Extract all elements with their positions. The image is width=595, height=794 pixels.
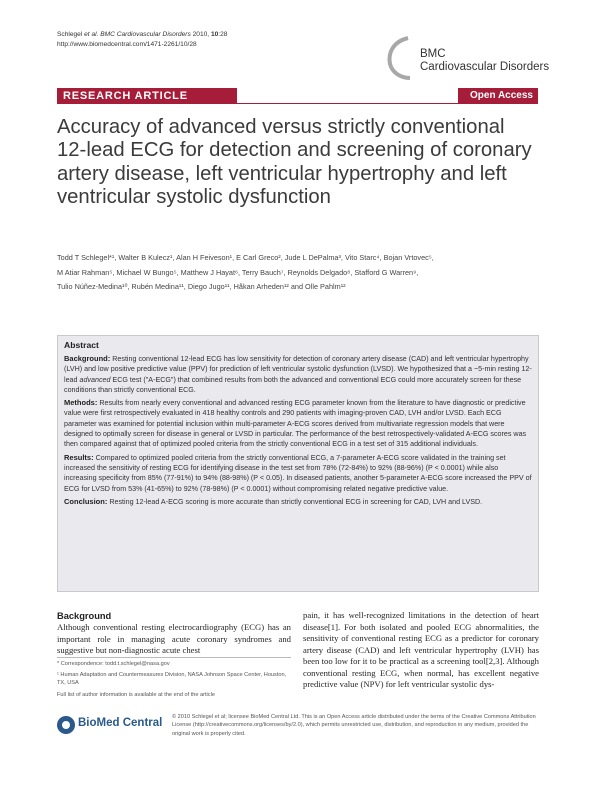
- author-list: [57, 251, 539, 295]
- citation-pages: :28: [218, 31, 228, 38]
- citation-volume: 10: [210, 31, 219, 38]
- affiliation-footnote: ¹ Human Adaptation and Countermeasures Division, NASA Johnson Space Center, Houston, TX, USA: [57, 672, 287, 687]
- citation-journal: BMC Cardiovascular Disorders: [98, 31, 193, 38]
- abstract-background: [64, 354, 532, 395]
- journal-logo-icon: [386, 36, 412, 80]
- abstract-background-text: Resting conventional 12-lead ECG has low sensitivity for detection of coronary artery disease (CAD) and left ventricular hypertrophy (LVH) and low positive predictive value (PPV) for prediction of left ventricular systolic dysfunction (LVSD). We hypothesized that a ~5-min resting 12-lead: [64, 355, 532, 384]
- citation-header: [57, 30, 227, 50]
- journal-logo-bmc: BMC: [420, 48, 446, 60]
- author-line: Todd T Schlegel*¹, Walter B Kulecz¹, Alan H Feiveson¹, E Carl Greco², Jude L DePalma³, Vito Starc⁴, Bojan Vrtovec⁵,: [57, 253, 434, 262]
- body-paragraph: Although conventional resting electrocardiography (ECG) has an important role in managing acute coronary syndromes and suggestive but non-diagnostic acute chest: [57, 622, 291, 655]
- citation-year: 2010,: [192, 31, 211, 38]
- journal-logo-name: Cardiovascular Disorders: [420, 61, 550, 73]
- abstract-conclusion-text: Resting 12-lead A-ECG scoring is more accurate than strictly conventional ECG in screening for CAD, LVH and LVSD.: [107, 497, 483, 506]
- body-right-column: [303, 610, 539, 691]
- citation-etal: et al.: [84, 31, 99, 38]
- abstract-background-text: ECG test ("A-ECG") that combined results from both the advanced and conventional ECG could more accurately screen for these conditions than strictly conventional ECG.: [64, 375, 522, 394]
- body-paragraph: pain, it has well-recognized limitations in the detection of heart disease[1]. For both isolated and pooled ECG abnormalities, the sensitivity of conventional resting ECG as a predictor for coronary artery disease (CAD) and left ventricular hypertrophy (LVH) has been too low for it to be practical as a screening tool[2,3]. Although conventional resting ECG, when normal, has excellent negative predictive value (NPV) for left ventricular systolic dys-: [303, 610, 539, 689]
- correspondence-footnote[interactable]: * Correspondence: todd.t.schlegel@nasa.gov: [57, 661, 170, 667]
- abstract-results: [64, 453, 532, 494]
- author-line: M Atiar Rahman⁵, Michael W Bungo⁵, Matthew J Hayat⁶, Terry Bauch⁷, Reynolds Delgado⁸, Stafford G Warren⁹,: [57, 267, 419, 277]
- abstract-methods-label: Methods:: [64, 398, 98, 408]
- abstract-results-text: Compared to optimized pooled criteria from the strictly conventional ECG, a 7-parameter A-ECG score validated in the training set increased the sensitivity of resting ECG for identifying disease in the test set from 78% (72-84%) to 92% (88-96%) (P < 0.0001) while also increasing specificity from 85% (77-91%) to 94% (88-98%) (P < 0.05). In diseased patients, another 5-parameter A-ECG score increased the PPV of ECG for LVSD from 53% (41-65%) to 92% (78-98%) (P < 0.0001) without compromising related negative predictive value.: [64, 453, 532, 493]
- license-notice: © 2010 Schlegel et al; licensee BioMed Central Ltd. This is an Open Access article distributed under the terms of the Creative Commons Attribution License (http://creativecommons.org/licenses/by/2.0), which permits unrestricted use, distribution, and reproduction in any medium, provided the original work is properly cited.: [172, 714, 536, 737]
- citation-line: [57, 30, 227, 40]
- author-info-footnote: Full list of author information is available at the end of the article: [57, 692, 215, 698]
- publisher-logo: [57, 714, 165, 736]
- publisher-logo-text: BioMed Central: [78, 717, 163, 729]
- article-title: Accuracy of advanced versus strictly conventional 12-lead ECG for detection and screening of coronary artery disease, left ventricular hypertrophy and left ventricular systolic dysfunction: [57, 116, 532, 208]
- abstract-methods: [64, 398, 532, 449]
- article-url[interactable]: http://www.biomedcentral.com/1471-2261/10/28: [57, 41, 197, 48]
- journal-logo-text: [420, 48, 549, 74]
- journal-logo: [386, 36, 566, 84]
- body-left-column: [57, 610, 291, 657]
- open-access-label: Open Access: [458, 88, 538, 104]
- abstract-background-italic: advanced: [79, 375, 111, 384]
- abstract-methods-text: Results from nearly every conventional and advanced resting ECG parameter known from the literature to have diagnostic or predictive value were first retrospectively evaluated in 418 healthy controls and 290 patients with imaging-proven CAD, LVH and/or LVSD. Each ECG parameter was examined for potential inclusion within multi-parameter A-ECG scores derived from multivariate regression models that were designed to optimally screen for disease in general or LVSD in particular. The performance of the best retrospectively-validated A-ECG scores was then compared against that of optimized pooled criteria from the strictly conventional ECG in a test set of 315 additional individuals.: [64, 399, 527, 449]
- citation-authors: Schlegel: [57, 31, 85, 38]
- abstract-results-label: Results:: [64, 452, 94, 462]
- background-heading: Background: [57, 611, 112, 621]
- abstract-box: [57, 335, 539, 592]
- article-type-bar: [57, 88, 538, 104]
- abstract-background-label: Background:: [64, 354, 111, 363]
- abstract-heading: Abstract: [64, 340, 99, 350]
- abstract-conclusion: [64, 497, 532, 507]
- abstract-conclusion-label: Conclusion:: [64, 496, 108, 506]
- biomed-central-icon: [57, 716, 75, 734]
- article-type-label: RESEARCH ARTICLE: [57, 88, 237, 104]
- footnote-divider: [57, 657, 291, 658]
- author-line: Tulio Núñez-Medina¹⁰, Rubén Medina¹¹, Diego Jugo¹¹, Håkan Arheden¹² and Olle Pahlm¹²: [57, 282, 346, 291]
